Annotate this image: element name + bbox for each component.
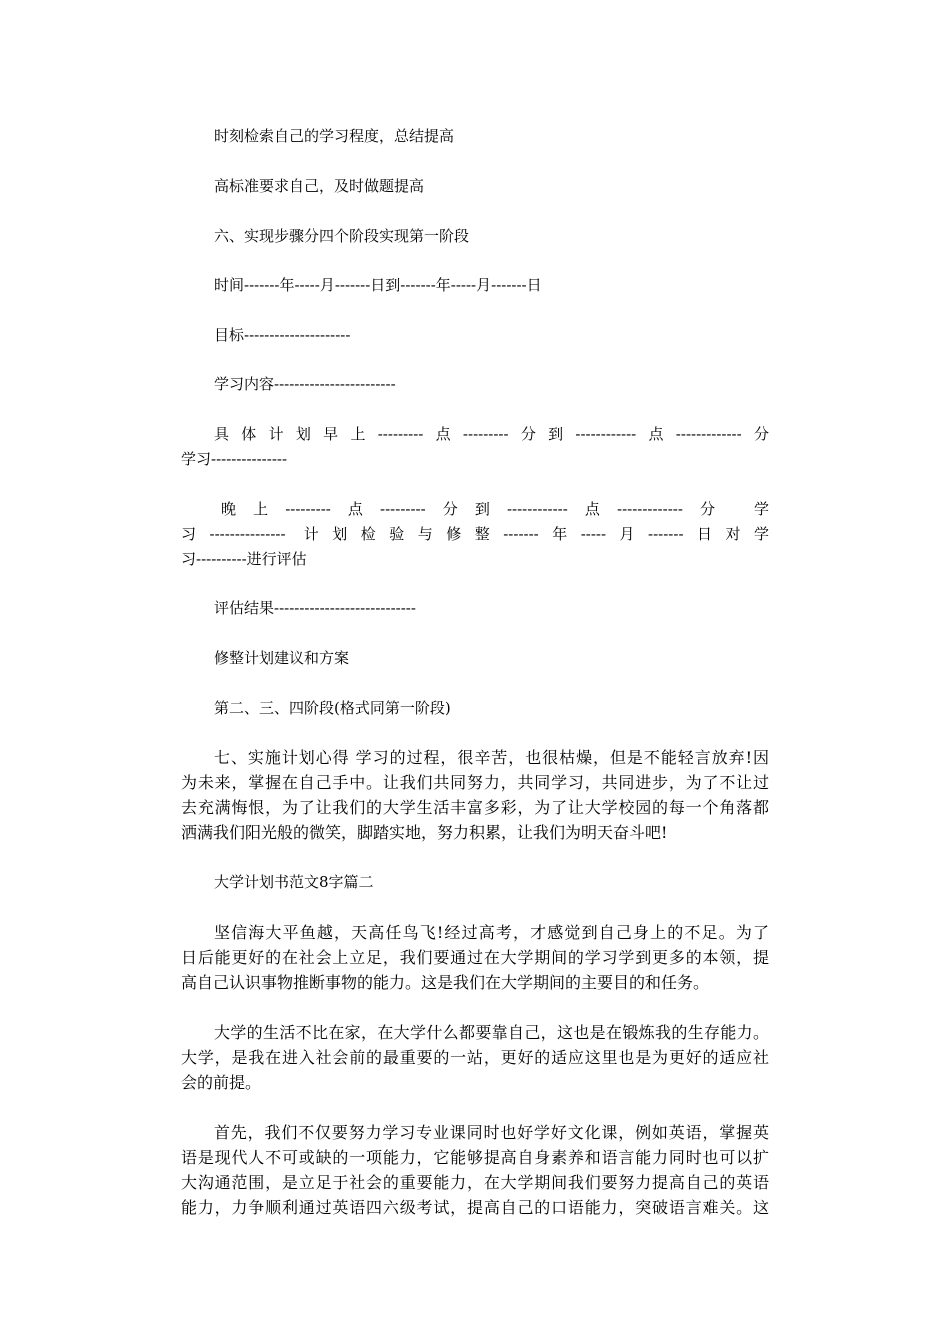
paragraph-line: 日后能更好的在社会上立足，我们要通过在大学期间的学习学到更多的本领，提 — [181, 948, 769, 967]
paragraph-line: 能力，力争顺利通过英语四六级考试，提高自己的口语能力，突破语言难关。这 — [181, 1198, 769, 1217]
paragraph-line: 语是现代人不可或缺的一项能力，它能够提高自身素养和语言能力同时也可以扩 — [181, 1148, 769, 1167]
paragraph-line: 晚上---------点---------分到------------点-------------分 学 — [221, 500, 769, 518]
section-heading-implementation-steps: 六、实现步骤分四个阶段实现第一阶段 — [214, 227, 470, 245]
text-line-review-progress: 时刻检索自己的学习程度，总结提高 — [214, 127, 455, 145]
paragraph-line: 坚信海大平鱼越，天高任鸟飞!经过高考，才感觉到自己身上的不足。为了 — [214, 923, 769, 942]
section-heading-part-two: 大学计划书范文8字篇二 — [214, 873, 374, 891]
text-line-stages-two-to-four: 第二、三、四阶段(格式同第一阶段) — [214, 699, 451, 717]
paragraph-line: 为未来，掌握在自己手中。让我们共同努力，共同学习，共同进步，为了不让过 — [181, 773, 769, 792]
text-line-high-standard: 高标准要求自己，及时做题提高 — [214, 177, 425, 195]
paragraph-reflection — [181, 745, 769, 845]
paragraph-first-point — [181, 1120, 769, 1220]
paragraph-line: 具体计划早上---------点---------分到------------点-------------分 — [214, 425, 769, 443]
text-line-evaluation-result: 评估结果---------------------------- — [214, 599, 416, 617]
paragraph-line: 习----------进行评估 — [181, 550, 307, 568]
paragraph-line: 大学，是我在进入社会前的最重要的一站，更好的适应这里也是为更好的适应社 — [181, 1048, 769, 1067]
paragraph-belief — [181, 920, 769, 995]
paragraph-line: 大学的生活不比在家，在大学什么都要靠自己，这也是在锻炼我的生存能力。 — [214, 1023, 769, 1042]
text-line-goal: 目标--------------------- — [214, 326, 351, 344]
paragraph-line: 首先，我们不仅要努力学习专业课同时也好学好文化课，例如英语，掌握英 — [214, 1123, 769, 1142]
paragraph-university-life — [181, 1020, 769, 1095]
paragraph-line: 七、实施计划心得 学习的过程，很辛苦，也很枯燥，但是不能轻言放弃!因 — [214, 748, 769, 767]
text-line-time-range: 时间-------年-----月-------日到-------年-----月-------日 — [214, 276, 542, 294]
paragraph-line: 去充满悔恨，为了让我们的大学生活丰富多彩，为了让大学校园的每一个角落都 — [181, 798, 769, 817]
paragraph-line: 会的前提。 — [181, 1073, 262, 1092]
paragraph-line: 高自己认识事物推断事物的能力。这是我们在大学期间的主要目的和任务。 — [181, 973, 710, 992]
paragraph-line: 大沟通范围，是立足于社会的重要能力，在大学期间我们要努力提高自己的英语 — [181, 1173, 769, 1192]
paragraph-evening-detail — [181, 497, 769, 572]
text-line-revision-plan: 修整计划建议和方案 — [214, 649, 350, 667]
paragraph-line: 习--------------- 计划检验与修整-------年-----月-------日对学 — [181, 525, 769, 543]
paragraph-plan-detail — [181, 422, 769, 472]
paragraph-line: 学习--------------- — [181, 450, 288, 468]
paragraph-line: 洒满我们阳光般的微笑，脚踏实地，努力积累，让我们为明天奋斗吧! — [181, 823, 668, 842]
text-line-study-content: 学习内容------------------------ — [214, 375, 396, 393]
